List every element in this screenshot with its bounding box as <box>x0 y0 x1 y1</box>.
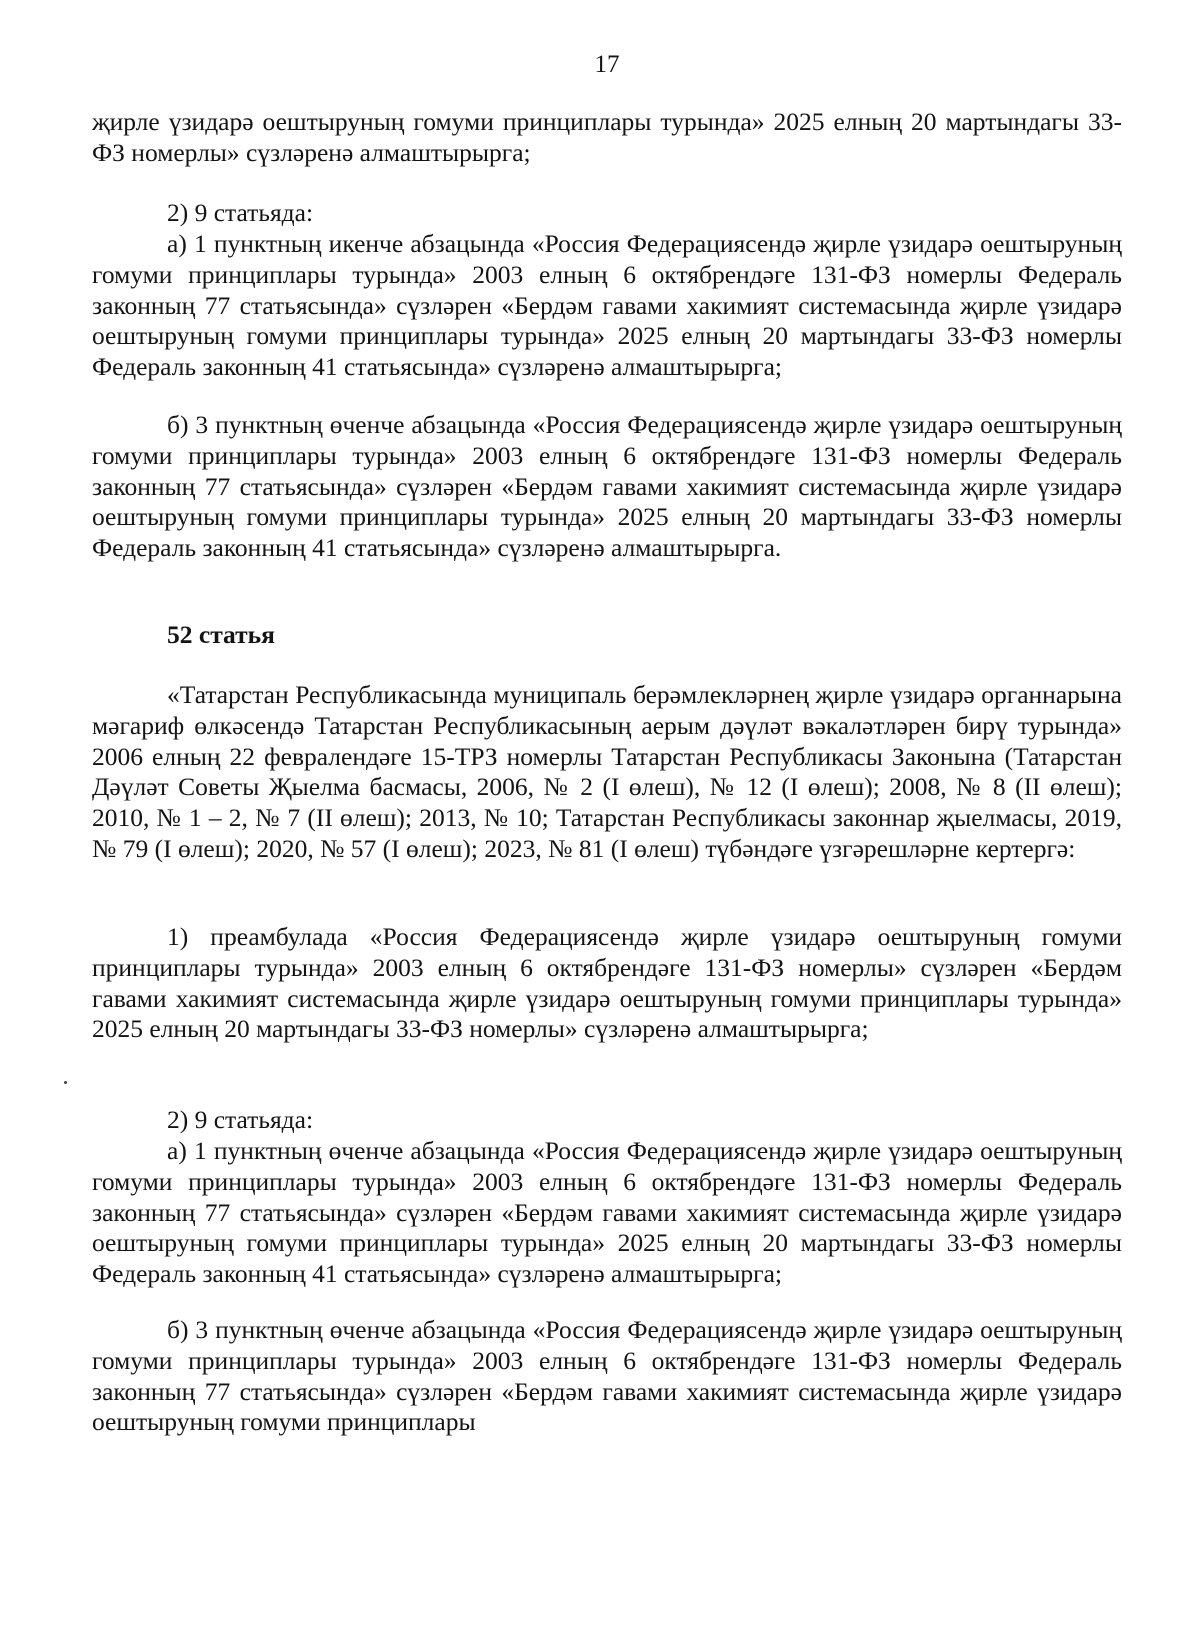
page-number: 17 <box>594 51 620 78</box>
paragraph-article-intro: «Татарстан Республикасында муниципаль берәмлекләрнең җирле үзидарә органнарына мәгариф өлкәсендә Татарстан Республикасының аерым дәүләт вәкаләтләрен бирү турында» 2006 елның 22 февралендәге 15-ТРЗ номерлы Татарстан Республикасы Законына (Татарстан Дәүләт Советы Җыелма басмасы, 2006, № 2 (I өлеш), № 12 (I өлеш); 2008, № 8 (II өлеш); 2010, № 1 – 2, № 7 (II өлеш); 2013, № 10; Татарстан Республикасы законнар җыелмасы, 2019, № 79 (I өлеш); 2020, № 57 (I өлеш); 2023, № 81 (I өлеш) түбәндәге үзгәрешләрне кертергә: <box>92 680 1122 863</box>
paragraph-subitem-b-2: б) 3 пунктның өченче абзацында «Россия Федерациясендә җирле үзидарә оештыруның гомуми принциплары турында» 2003 елның 6 октябрендәге 131-ФЗ номерлы Федераль законның 77 статьясында» сүзләрен «Бердәм гавами хакимият системасында җирле үзидарә оештыруның гомуми принциплары <box>92 1315 1122 1437</box>
paragraph-subitem-a-2: а) 1 пунктның өченче абзацында «Россия Федерациясендә җирле үзидарә оештыруның гомуми принциплары турында» 2003 елның 6 октябрендәге 131-ФЗ номерлы Федераль законның 77 статьясында» сүзләрен «Бердәм гавами хакимият системасында җирле үзидарә оештыруның гомуми принциплары турында» 2025 елның 20 мартындагы 33-ФЗ номерлы Федераль законның 41 статьясында» сүзләренә алмаштырырга; <box>92 1136 1122 1289</box>
scan-speck <box>64 1081 67 1084</box>
paragraph-list-heading: 2) 9 статьяда: <box>167 198 314 227</box>
paragraph-item-1: 1) преамбулада «Россия Федерациясендә җирле үзидарә оештыруның гомуми принциплары турында» 2003 елның 6 октябрендәге 131-ФЗ номерлы» сүзләрен «Бердәм гавами хакимият системасында җирле үзидарә оештыруның гомуми принциплары турында» 2025 елның 20 мартындагы 33-ФЗ номерлы» сүзләренә алмаштырырга; <box>92 922 1122 1044</box>
paragraph-list-heading-2: 2) 9 статьяда: <box>167 1105 314 1134</box>
article-heading: 52 статья <box>167 620 275 649</box>
paragraph-continuation: җирле үзидарә оештыруның гомуми принциплары турында» 2025 елның 20 мартындагы 33-ФЗ номерлы» сүзләренә алмаштырырга; <box>92 107 1122 167</box>
paragraph-subitem-b: б) 3 пунктның өченче абзацында «Россия Федерациясендә җирле үзидарә оештыруның гомуми принциплары турында» 2003 елның 6 октябрендәге 131-ФЗ номерлы Федераль законның 77 статьясында» сүзләрен «Бердәм гавами хакимият системасында җирле үзидарә оештыруның гомуми принциплары турында» 2025 елның 20 мартындагы 33-ФЗ номерлы Федераль законның 41 статьясында» сүзләренә алмаштырырга. <box>92 410 1122 563</box>
paragraph-subitem-a: а) 1 пунктның икенче абзацында «Россия Федерациясендә җирле үзидарә оештыруның гомуми принциплары турында» 2003 елның 6 октябрендәге 131-ФЗ номерлы Федераль законның 77 статьясында» сүзләрен «Бердәм гавами хакимият системасында җирле үзидарә оештыруның гомуми принциплары турында» 2025 елның 20 мартындагы 33-ФЗ номерлы Федераль законның 41 статьясында» сүзләренә алмаштырырга; <box>92 229 1122 382</box>
